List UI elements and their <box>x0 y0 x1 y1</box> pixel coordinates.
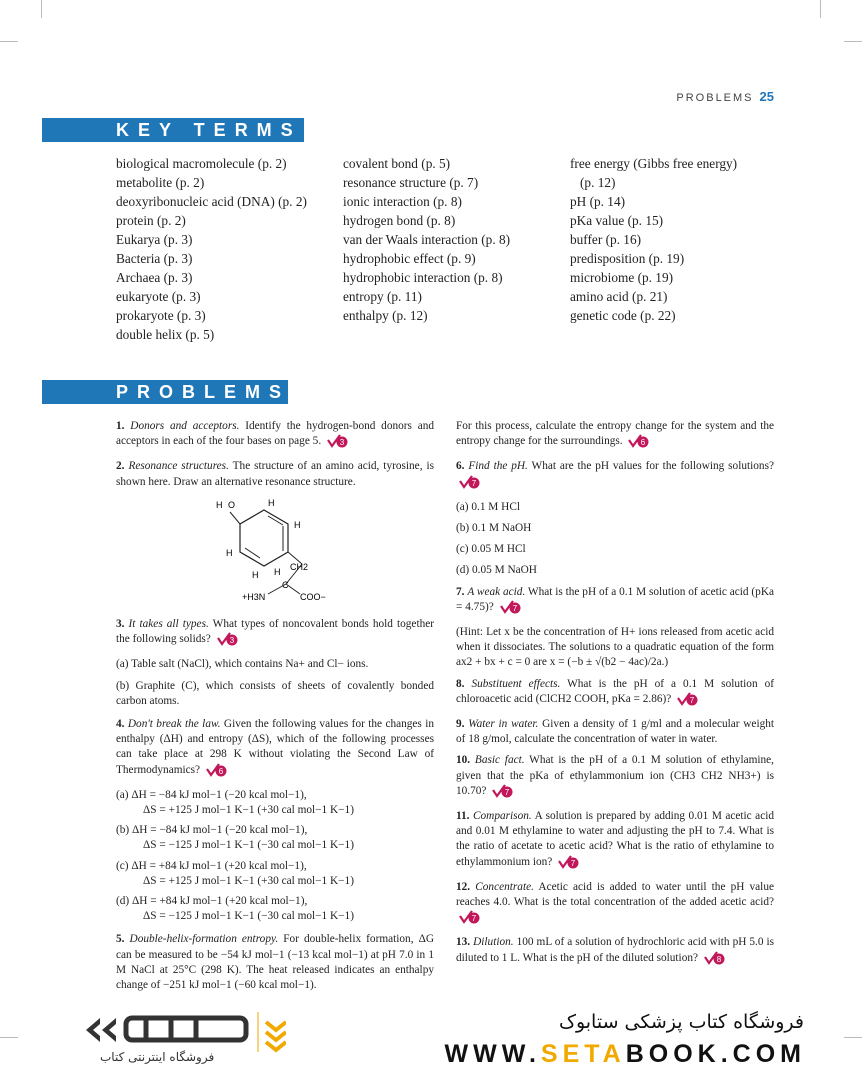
svg-text:COO−: COO− <box>300 591 326 602</box>
problem-text: For double-helix formation, ΔG can be measured to be −54 kJ mol−1 (−13 kcal mol−1) at pH 7.0 in 1 M NaCl at 25°C (298 K). The heat released indicates an enthalpy change of −251 kJ mol−1 (−60 kcal mol−1). <box>116 933 435 992</box>
checkmark-badge-icon <box>459 475 481 494</box>
checkmark-badge-icon <box>677 692 699 711</box>
problem-title: Don't break the law. <box>127 718 221 731</box>
crop-mark <box>41 0 42 18</box>
checkmark-badge-icon <box>327 434 349 453</box>
crop-mark <box>0 1037 18 1038</box>
key-term: biological macromolecule (p. 2) <box>116 156 287 171</box>
problem-title: Donors and acceptors. <box>130 420 240 432</box>
svg-text:H: H <box>294 519 301 530</box>
option-line: (b) ΔH = −84 kJ mol−1 (−20 kcal mol−1), <box>116 824 308 837</box>
svg-text:CH2: CH2 <box>290 561 309 572</box>
problem-4 <box>116 717 434 782</box>
problem-number: 8. <box>456 677 465 690</box>
problem-5-continued <box>456 419 774 453</box>
checkmark-badge-icon <box>217 632 239 651</box>
key-term: prokaryote (p. 3) <box>116 308 206 323</box>
problem-6c: (c) 0.05 M HCl <box>456 543 526 556</box>
problem-text: Given a density of 1 g/ml and a molecular weight of 18 g/mol, calculate the concentration of water in water. <box>456 718 775 746</box>
problem-number: 11. <box>456 810 470 823</box>
problem-4b <box>116 823 434 853</box>
key-terms-banner: KEY TERMS <box>42 118 304 142</box>
problem-6 <box>456 459 774 493</box>
svg-text:3: 3 <box>339 438 345 448</box>
problem-3b: (b) Graphite (C), which consists of sheets of covalently bonded carbon atoms. <box>116 679 434 707</box>
problem-text: What is the pH of a 0.1 M solution of acetic acid (pKa = 4.75)? <box>456 585 774 613</box>
problem-number: 4. <box>116 718 125 731</box>
checkmark-badge-icon <box>500 600 522 619</box>
problem-12 <box>456 880 774 930</box>
problem-text: Identify the hydrogen-bond donors and acceptors in each of the four bases on page 5. <box>116 420 435 448</box>
key-term: covalent bond (p. 5) <box>343 156 451 171</box>
svg-text:7: 7 <box>512 603 517 613</box>
svg-text:6: 6 <box>641 438 646 448</box>
problem-title: Water in water. <box>468 718 539 731</box>
key-term: hydrogen bond (p. 8) <box>343 213 456 228</box>
problem-text: The structure of an amino acid, tyrosine, is shown here. Draw an alternative resonance structure. <box>116 460 434 488</box>
checkmark-badge-icon <box>628 434 650 453</box>
problem-text: 100 mL of a solution of hydrochloric acid with pH 5.0 is diluted to 1 L. What is the pH of the diluted solution? <box>456 936 775 964</box>
crop-mark <box>844 1037 862 1038</box>
key-term: Eukarya (p. 3) <box>116 232 193 247</box>
key-term: free energy (Gibbs free energy) <box>570 156 738 171</box>
key-term: buffer (p. 16) <box>570 232 642 247</box>
problem-number: 12. <box>456 880 471 893</box>
problem-text: What is the pH of a 0.1 M solution of chloroacetic acid (ClCH2 COOH, pKa = 2.86)? <box>456 677 774 705</box>
svg-text:7: 7 <box>471 914 477 924</box>
crop-mark <box>844 41 862 42</box>
svg-text:7: 7 <box>570 858 576 868</box>
problem-number: 5. <box>116 933 125 946</box>
key-term: Bacteria (p. 3) <box>116 251 193 266</box>
problem-number: 3. <box>116 618 125 631</box>
key-terms-column-3 <box>570 154 737 325</box>
problem-number: 13. <box>456 936 471 949</box>
problem-title: Basic fact. <box>474 754 525 767</box>
key-term: deoxyribonucleic acid (DNA) (p. 2) <box>116 194 307 209</box>
svg-text:H: H <box>252 569 259 580</box>
key-term: amino acid (p. 21) <box>570 289 668 304</box>
problem-7 <box>456 585 774 619</box>
problem-number: 7. <box>456 585 465 598</box>
problem-4c <box>116 859 434 889</box>
problem-1 <box>116 419 434 453</box>
svg-text:H: H <box>274 566 281 577</box>
problem-title: Find the pH. <box>468 460 528 473</box>
problem-10 <box>456 753 774 803</box>
problem-title: Substituent effects. <box>471 677 561 690</box>
problems-left-column <box>116 419 434 999</box>
problem-text: What are the pH values for the following solutions? <box>531 460 774 473</box>
problem-text: For this process, calculate the entropy change for the system and the entropy change for the surroundings. <box>456 420 774 448</box>
svg-text:C: C <box>282 579 289 590</box>
problem-text: What is the pH of a 0.1 M solution of ethylamine, given that the pKa of ethylammonium ion (CH3 CH2 NH3+) is 10.70? <box>456 754 775 797</box>
problem-text: A solution is prepared by adding 0.01 M acetic acid and 0.01 M ethylamine to water and adjusting the pH to 7.4. What is the ratio of acetate to acetic acid? What is the ratio of ethylamine to ethylammonium ion? <box>456 810 774 868</box>
key-term: (p. 12) <box>580 175 616 190</box>
svg-text:7: 7 <box>505 787 510 797</box>
problem-number: 1. <box>116 420 125 432</box>
problem-6a: (a) 0.1 M HCl <box>456 500 521 513</box>
problem-4d <box>116 894 434 924</box>
problems-right-column <box>456 419 774 976</box>
key-terms-column-2 <box>343 154 510 325</box>
checkmark-badge-icon <box>206 763 228 782</box>
key-term: pKa value (p. 15) <box>570 213 664 228</box>
problem-4a <box>116 788 434 818</box>
key-terms-column-1 <box>116 154 307 344</box>
svg-text:3: 3 <box>229 636 234 646</box>
page-number: 25 <box>759 89 774 104</box>
svg-text:8: 8 <box>716 954 722 964</box>
url-part: WWW. <box>444 1040 541 1068</box>
problem-3 <box>116 617 434 651</box>
key-term: ionic interaction (p. 8) <box>343 194 462 209</box>
tyrosine-structure <box>216 496 434 613</box>
svg-text:6: 6 <box>218 766 224 776</box>
problem-text: What types of noncovalent bonds hold together the following solids? <box>116 618 435 646</box>
key-term: entropy (p. 11) <box>343 289 422 304</box>
key-term: genetic code (p. 22) <box>570 308 676 323</box>
key-term: enthalpy (p. 12) <box>343 308 428 323</box>
option-line: ΔS = −125 J mol−1 K−1 (−30 cal mol−1 K−1) <box>143 910 354 923</box>
problem-number: 6. <box>456 460 465 473</box>
key-term: hydrophobic interaction (p. 8) <box>343 270 503 285</box>
problem-11 <box>456 809 774 874</box>
key-term: metabolite (p. 2) <box>116 175 205 190</box>
svg-text:H: H <box>226 547 233 558</box>
svg-text:H: H <box>216 499 223 510</box>
problem-title: Double-helix-formation entropy. <box>129 933 279 946</box>
url-accent: SETA <box>540 1040 626 1068</box>
option-line: ΔS = −125 J mol−1 K−1 (−30 cal mol−1 K−1) <box>143 839 354 852</box>
problem-number: 10. <box>456 754 471 767</box>
crop-mark <box>820 0 821 18</box>
key-term: double helix (p. 5) <box>116 327 215 342</box>
problem-title: Concentrate. <box>475 880 534 893</box>
checkmark-badge-icon <box>492 784 514 803</box>
running-header <box>676 89 774 104</box>
svg-text:O: O <box>228 499 236 510</box>
problem-8 <box>456 677 774 711</box>
url-part: BOOK.COM <box>625 1040 806 1068</box>
option-line: (c) ΔH = +84 kJ mol−1 (+20 kcal mol−1), <box>116 859 307 872</box>
key-term: Archaea (p. 3) <box>116 270 193 285</box>
svg-text:+H3N: +H3N <box>242 591 266 602</box>
key-term: pH (p. 14) <box>570 194 626 209</box>
header-section: PROBLEMS <box>676 92 754 104</box>
logo-tagline: فروشگاه اینترنتی کتاب <box>100 1050 215 1064</box>
problem-5 <box>116 932 434 993</box>
key-term: van der Waals interaction (p. 8) <box>343 232 511 247</box>
problem-2 <box>116 459 434 489</box>
problem-13 <box>456 935 774 969</box>
problem-title: It takes all types. <box>128 618 209 631</box>
key-term: predisposition (p. 19) <box>570 251 685 266</box>
option-line: (a) ΔH = −84 kJ mol−1 (−20 kcal mol−1), <box>116 788 307 801</box>
svg-text:7: 7 <box>689 695 695 705</box>
problem-number: 2. <box>116 460 125 473</box>
problem-3a: (a) Table salt (NaCl), which contains Na+ and Cl− ions. <box>116 658 369 671</box>
problem-title: A weak acid. <box>467 585 526 598</box>
crop-mark <box>0 41 18 42</box>
problem-title: Comparison. <box>473 810 532 823</box>
problem-number: 9. <box>456 718 465 731</box>
problem-text: Acetic acid is added to water until the pH value reaches 4.0. What is the total concentration of the added acetic acid? <box>456 880 774 909</box>
key-term: microbiome (p. 19) <box>570 270 674 285</box>
problem-9 <box>456 717 774 747</box>
website-url <box>445 1040 806 1069</box>
option-line: (d) ΔH = +84 kJ mol−1 (+20 kcal mol−1), <box>116 895 308 908</box>
problem-title: Resonance structures. <box>128 460 229 473</box>
problem-text: Given the following values for the changes in enthalpy (ΔH) and entropy (ΔS), which of the following processes can take place at 298 K without violating the Second Law of Thermodynamics? <box>116 718 435 776</box>
problem-6d: (d) 0.05 M NaOH <box>456 564 537 577</box>
checkmark-badge-icon <box>558 855 580 874</box>
key-term: protein (p. 2) <box>116 213 186 228</box>
option-line: ΔS = +125 J mol−1 K−1 (+30 cal mol−1 K−1) <box>143 874 354 887</box>
svg-text:H: H <box>268 497 275 508</box>
problems-banner: PROBLEMS <box>42 380 288 404</box>
key-term: eukaryote (p. 3) <box>116 289 201 304</box>
checkmark-badge-icon <box>704 951 726 970</box>
svg-text:7: 7 <box>471 478 477 488</box>
problem-title: Dilution. <box>473 936 514 949</box>
checkmark-badge-icon <box>459 910 481 929</box>
key-term: hydrophobic effect (p. 9) <box>343 251 476 266</box>
store-name-persian: فروشگاه کتاب پزشکی ستابوک <box>558 1011 804 1033</box>
option-line: ΔS = +125 J mol−1 K−1 (+30 cal mol−1 K−1) <box>143 804 354 817</box>
key-term: resonance structure (p. 7) <box>343 175 479 190</box>
problem-7-hint: (Hint: Let x be the concentration of H+ ions released from acetic acid when it dissociates. The solutions to a quadratic equation of the form ax2 + bx + c = 0 are x = (−b ± √(b2 − 4ac)/2a.) <box>456 626 774 669</box>
problem-6b: (b) 0.1 M NaOH <box>456 522 532 535</box>
